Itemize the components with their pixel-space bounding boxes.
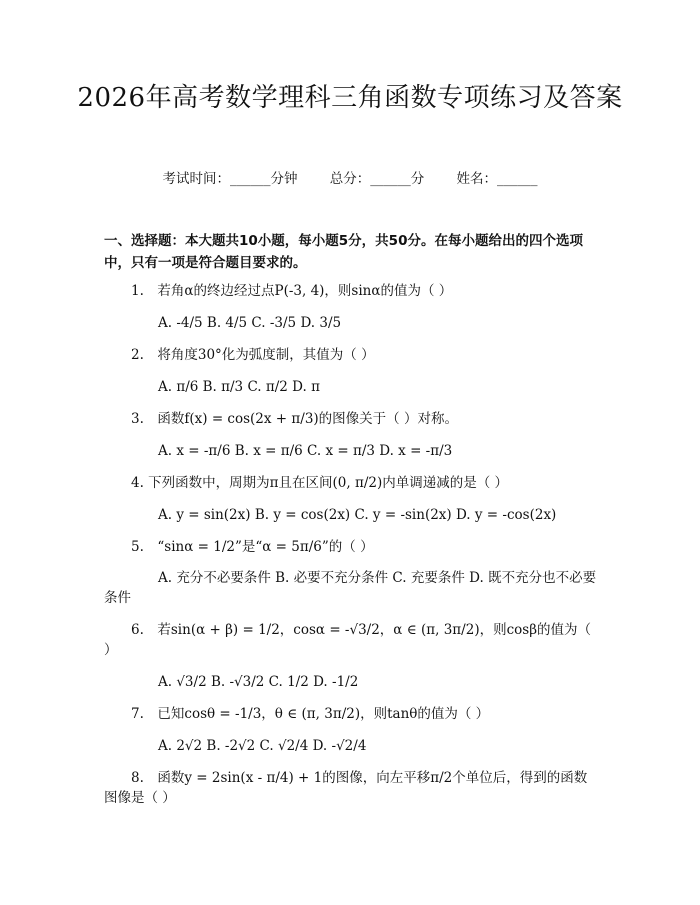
question-stem: 6. 若sin(α + β) = 1/2，cosα = -√3/2，α ∈ (π, 3π/2)，则cosβ的值为（ ）: [104, 622, 592, 658]
question-options: A. -4/5 B. 4/5 C. -3/5 D. 3/5: [158, 315, 342, 331]
question-options: A. 2√2 B. -2√2 C. √2/4 D. -√2/4: [158, 738, 367, 754]
exam-time-field: 考试时间：______分钟: [162, 171, 298, 187]
total-score-field: 总分：______分: [329, 171, 425, 187]
question-stem: 4. 下列函数中，周期为π且在区间(0, π/2)内单调递减的是（ ）: [131, 475, 509, 491]
question-stem: 7. 已知cosθ = -1/3，θ ∈ (π, 3π/2)，则tanθ的值为（ ）: [131, 706, 490, 722]
question-stem: 1. 若角α的终边经过点P(-3, 4)，则sinα的值为（ ）: [131, 283, 453, 299]
question-stem: 2. 将角度30°化为弧度制，其值为（ ）: [131, 347, 375, 363]
student-name-field: 姓名：______: [456, 171, 538, 187]
question-options: A. π/6 B. π/3 C. π/2 D. π: [158, 379, 320, 395]
question-options: A. y = sin(2x) B. y = cos(2x) C. y = -sin(2x) D. y = -cos(2x): [158, 507, 557, 523]
question-options: A. √3/2 B. -√3/2 C. 1/2 D. -1/2: [158, 674, 359, 690]
question-stem: 3. 函数f(x) = cos(2x + π/3)的图像关于（ ）对称。: [131, 411, 458, 427]
page-title: 2026年高考数学理科三角函数专项练习及答案: [77, 83, 623, 113]
section-heading: 一、选择题：本大题共10小题，每小题5分，共50分。在每小题给出的四个选项中，只有一项是符合题目要求的。: [104, 233, 583, 271]
question-stem: 8. 函数y = 2sin(x - π/4) + 1的图像，向左平移π/2个单位后，得到的函数图像是（ ）: [104, 770, 588, 806]
exam-meta: [0, 170, 700, 188]
question-options: A. x = -π/6 B. x = π/6 C. x = π/3 D. x = -π/3: [158, 443, 453, 459]
question-stem: 5. “sinα = 1/2”是“α = 5π/6”的（ ）: [131, 539, 374, 555]
question-options: A. 充分不必要条件 B. 必要不充分条件 C. 充要条件 D. 既不充分也不必要条件: [104, 570, 597, 606]
